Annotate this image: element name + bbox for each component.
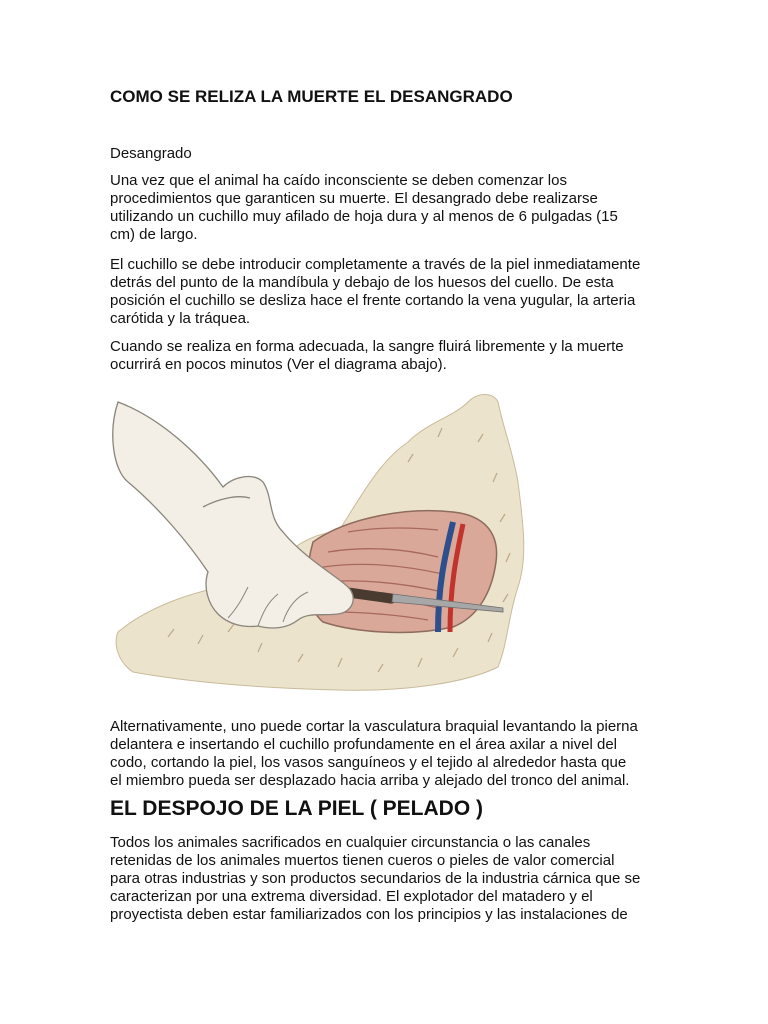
text-line: codo, cortando la piel, los vasos sanguíneos y el tejido al alrededor hasta que <box>110 754 627 771</box>
gloved-hand <box>113 402 353 628</box>
text-line: cm) de largo. <box>110 226 198 243</box>
bleeding-illustration <box>108 382 608 700</box>
text-line: Una vez que el animal ha caído inconsciente se deben comenzar los <box>110 172 567 189</box>
text-line: Todos los animales sacrificados en cualquier circunstancia o las canales <box>110 834 591 851</box>
text-line: carótida y la tráquea. <box>110 310 251 327</box>
text-line: proyectista deben estar familiarizados con los principios y las instalaciones de <box>110 906 628 923</box>
paragraph-2 <box>110 256 662 328</box>
text-line: caracterizan por una extrema diversidad. El explotador del matadero y el <box>110 888 593 905</box>
text-line: ocurrirá en pocos minutos (Ver el diagrama abajo). <box>110 356 447 373</box>
text-line: detrás del punto de la mandíbula y debajo de los huesos del cuello. De esta <box>110 274 614 291</box>
text-line: procedimientos que garanticen su muerte. El desangrado debe realizarse <box>110 190 598 207</box>
text-line: para otras industrias y son productos secundarios de la industria cárnica que se <box>110 870 641 887</box>
text-line: el miembro pueda ser desplazado hacia arriba y alejado del tronco del animal. <box>110 772 630 789</box>
text-line: delantera e insertando el cuchillo profundamente en el área axilar a nivel del <box>110 736 617 753</box>
text-line: utilizando un cuchillo muy afilado de hoja dura y al menos de 6 pulgadas (15 <box>110 208 618 225</box>
text-line: retenidas de los animales muertos tienen cueros o pieles de valor comercial <box>110 852 615 869</box>
document-title: COMO SE RELIZA LA MUERTE EL DESANGRADO <box>110 87 513 106</box>
text-line: posición el cuchillo se desliza hace el frente cortando la vena yugular, la arteria <box>110 292 636 309</box>
paragraph-5 <box>110 834 662 924</box>
paragraph-1 <box>110 172 662 244</box>
text-line: Cuando se realiza en forma adecuada, la sangre fluirá libremente y la muerte <box>110 338 624 355</box>
section-heading: EL DESPOJO DE LA PIEL ( PELADO ) <box>110 797 484 820</box>
text-line: Alternativamente, uno puede cortar la vasculatura braquial levantando la pierna <box>110 718 638 735</box>
text-line: El cuchillo se debe introducir completamente a través de la piel inmediatamente <box>110 256 641 273</box>
paragraph-4 <box>110 718 662 790</box>
section-subhead: Desangrado <box>110 145 192 162</box>
paragraph-3 <box>110 338 662 374</box>
